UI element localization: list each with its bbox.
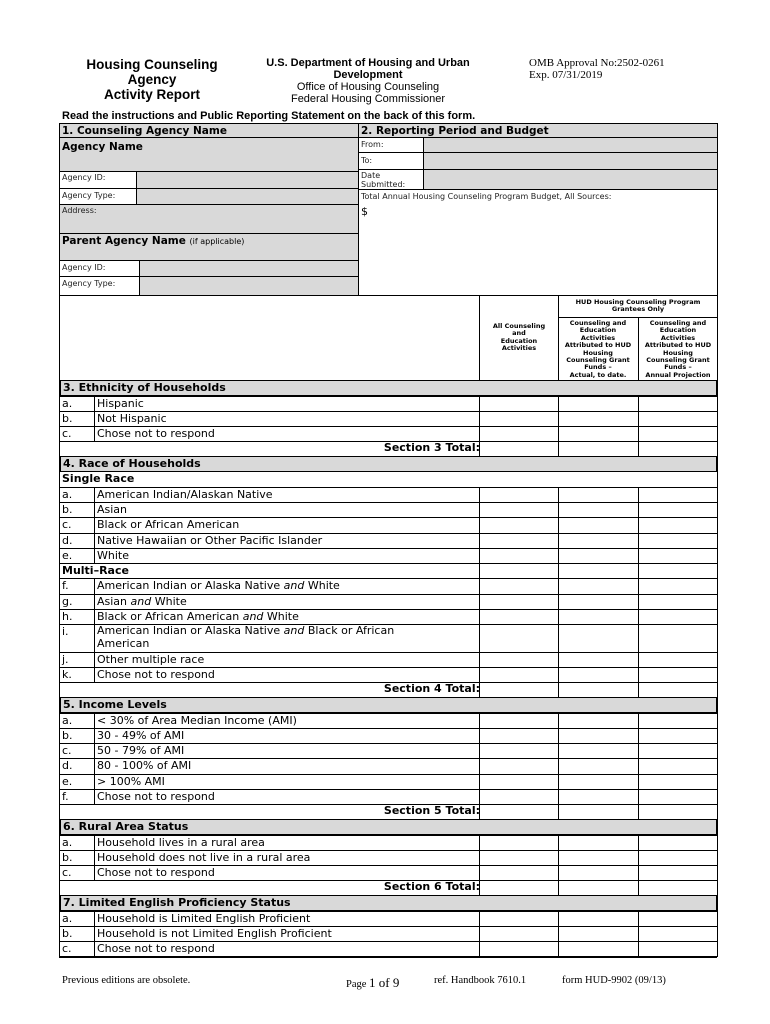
report-title-line3: Activity Report — [103, 87, 201, 102]
row-label: Chose not to respond — [97, 866, 215, 879]
row-label: > 100% AMI — [97, 775, 165, 788]
s4-row-d[interactable] — [60, 533, 717, 548]
proj-line3: Activities — [660, 333, 696, 342]
report-title — [66, 57, 238, 102]
section7-heading: 7. Limited English Proficiency Status — [60, 895, 717, 911]
row-letter: a. — [62, 836, 73, 849]
page-prefix: Page — [346, 979, 370, 990]
section2-heading: 2. Reporting Period and Budget — [361, 125, 549, 137]
row-letter: c. — [62, 942, 72, 955]
row-letter: b. — [62, 729, 73, 742]
date-submitted-line2: Submitted: — [361, 180, 406, 189]
row-letter: i. — [62, 625, 69, 638]
row-label: Household does not live in a rural area — [97, 851, 311, 864]
row-letter: a. — [62, 397, 73, 410]
s4-row-j[interactable] — [60, 652, 717, 667]
s3-row-c[interactable] — [60, 426, 717, 441]
row-letter: f. — [62, 579, 69, 592]
row-divider — [59, 957, 717, 958]
all-activities-line3: Education — [500, 336, 538, 345]
section4-total-label: Section 4 Total: — [383, 682, 480, 695]
row-label — [97, 610, 299, 623]
s5-row-a[interactable] — [60, 713, 717, 728]
footer-page — [346, 975, 399, 991]
proj-line4: Attributed to HUD — [644, 341, 712, 350]
label-part: Black or African American — [97, 610, 243, 623]
s5-row-f[interactable] — [60, 789, 717, 804]
row-letter: d. — [62, 534, 73, 547]
actual-line4: Attributed to HUD — [564, 341, 632, 350]
row-letter: g. — [62, 595, 73, 608]
row-label: Chose not to respond — [97, 790, 215, 803]
actual-line2: Education — [579, 326, 617, 335]
parent-id-label: Agency ID: — [62, 263, 106, 272]
row-letter: b. — [62, 927, 73, 940]
s6-row-c[interactable] — [60, 865, 717, 880]
hud-grantees-heading — [558, 299, 718, 314]
proj-line1: Counseling and — [649, 319, 707, 327]
date-submitted-label — [361, 171, 405, 189]
from-field[interactable] — [423, 137, 718, 153]
section4-heading: 4. Race of Households — [60, 456, 717, 472]
dept-line4: Federal Housing Commissioner — [290, 93, 446, 105]
omb-approval: OMB Approval No:2502-0261 — [529, 57, 665, 69]
date-submitted-field[interactable] — [423, 169, 718, 190]
s5-row-c[interactable] — [60, 743, 717, 758]
to-field[interactable] — [423, 152, 718, 170]
s7-row-b[interactable] — [60, 926, 717, 941]
row-letter: b. — [62, 412, 73, 425]
from-label: From: — [361, 140, 384, 149]
budget-dollar: $ — [361, 205, 368, 218]
s7-row-c[interactable] — [60, 941, 717, 957]
s4-row-i[interactable] — [60, 624, 717, 652]
section6-heading: 6. Rural Area Status — [60, 819, 717, 835]
omb-block — [529, 57, 665, 81]
s4-row-c[interactable] — [60, 517, 717, 533]
row-letter: a. — [62, 714, 73, 727]
section5-total-label: Section 5 Total: — [383, 804, 480, 817]
row-label: Hispanic — [97, 397, 144, 410]
row-letter: b. — [62, 851, 73, 864]
label-and: and — [283, 624, 305, 637]
row-label: Not Hispanic — [97, 412, 167, 425]
parent-agency-label — [62, 235, 244, 248]
label-part: American Indian or Alaska Native — [97, 624, 284, 637]
row-letter: c. — [62, 518, 72, 531]
actual-line6: Counseling Grant — [566, 356, 630, 365]
actual-line3: Activities — [580, 333, 616, 342]
parent-type-label: Agency Type: — [62, 279, 116, 288]
footer-reference: ref. Handbook 7610.1 — [434, 975, 527, 986]
row-label: 50 - 79% of AMI — [97, 744, 185, 757]
row-letter: a. — [62, 488, 73, 501]
agency-type-label: Agency Type: — [62, 191, 116, 200]
omb-expiration: Exp. 07/31/2019 — [529, 69, 603, 81]
proj-line5: Housing — [663, 348, 693, 357]
row-label: Native Hawaiian or Other Pacific Islander — [97, 534, 323, 547]
label-and: and — [283, 579, 305, 592]
proj-line6: Counseling Grant — [646, 356, 710, 365]
all-activities-line1: All Counseling — [492, 322, 546, 330]
section3-heading: 3. Ethnicity of Households — [60, 380, 717, 396]
address-label: Address: — [62, 206, 97, 215]
report-title-line2: Agency — [127, 72, 177, 87]
row-letter: k. — [62, 668, 72, 681]
parent-agency-note: (if applicable) — [189, 237, 245, 246]
row-label: 80 - 100% of AMI — [97, 759, 192, 772]
s4-row-e[interactable] — [60, 548, 717, 563]
instructions-note: Read the instructions and Public Reporting Statement on the back of this form. — [62, 110, 476, 122]
actual-line5: Housing — [583, 348, 613, 357]
row-letter: d. — [62, 759, 73, 772]
row-letter: c. — [62, 744, 72, 757]
label-and: and — [130, 595, 152, 608]
dept-line2: Development — [333, 69, 403, 81]
to-label: To: — [361, 156, 373, 165]
row-label: Chose not to respond — [97, 942, 215, 955]
all-activities-heading — [480, 323, 558, 353]
row-letter: f. — [62, 790, 69, 803]
hud-heading-line1: HUD Housing Counseling Program — [575, 298, 701, 306]
page-number: 1 — [369, 975, 376, 990]
row-divider — [59, 563, 717, 564]
proj-line8: Annual Projection — [645, 370, 711, 379]
parent-agency-name: Parent Agency Name — [62, 235, 186, 247]
attributed-projection-heading — [638, 320, 718, 379]
label-part: Asian — [97, 595, 131, 608]
row-label: Chose not to respond — [97, 427, 215, 440]
row-label: Black or African American — [97, 518, 240, 531]
row-label: American Indian/Alaskan Native — [97, 488, 273, 501]
multi-race-heading: Multi–Race — [62, 564, 129, 577]
s4-row-h[interactable] — [60, 609, 717, 624]
footer-form-number: form HUD-9902 (09/13) — [562, 975, 666, 986]
row-letter: b. — [62, 503, 73, 516]
report-title-line1: Housing Counseling — [86, 57, 218, 72]
s6-row-b[interactable] — [60, 850, 717, 865]
section1-heading: 1. Counseling Agency Name — [62, 125, 227, 137]
actual-line7: Funds – — [584, 363, 612, 372]
row-label: < 30% of Area Median Income (AMI) — [97, 714, 297, 727]
label-part: White — [263, 610, 299, 623]
parent-type-field[interactable] — [139, 276, 359, 296]
s3-row-b[interactable] — [60, 411, 717, 426]
row-label: White — [97, 549, 129, 562]
budget-field[interactable] — [372, 203, 712, 219]
row-letter: a. — [62, 912, 73, 925]
s3-row-a[interactable] — [60, 396, 717, 411]
row-label: Household is not Limited English Proficient — [97, 927, 332, 940]
section6-total-label: Section 6 Total: — [383, 880, 480, 893]
row-label — [97, 625, 477, 650]
label-part: Black or African — [304, 624, 395, 637]
row-label: Other multiple race — [97, 653, 205, 666]
section5-heading: 5. Income Levels — [60, 697, 717, 713]
attributed-actual-heading — [558, 320, 638, 379]
footer-obsolete: Previous editions are obsolete. — [62, 975, 191, 986]
proj-line7: Funds – — [664, 363, 692, 372]
row-label: Chose not to respond — [97, 668, 215, 681]
row-label: Household lives in a rural area — [97, 836, 265, 849]
label-part: American Indian or Alaska Native — [97, 579, 284, 592]
all-activities-line4: Activities — [501, 344, 537, 353]
label-line2: American — [97, 636, 150, 650]
row-label — [97, 595, 187, 608]
s5-row-d[interactable] — [60, 758, 717, 774]
hud-heading-line2: Grantees Only — [611, 305, 665, 314]
s6-row-a[interactable] — [60, 835, 717, 850]
agency-id-field[interactable] — [136, 171, 359, 189]
row-letter: c. — [62, 866, 72, 879]
single-race-heading: Single Race — [62, 472, 135, 485]
s5-row-b[interactable] — [60, 728, 717, 743]
label-part: White — [151, 595, 187, 608]
row-letter: e. — [62, 549, 73, 562]
proj-line2: Education — [659, 326, 697, 335]
agency-type-field[interactable] — [136, 188, 359, 205]
s4-row-g[interactable] — [60, 594, 717, 609]
section3-total-label: Section 3 Total: — [383, 441, 480, 454]
label-and: and — [242, 610, 264, 623]
row-label: Household is Limited English Proficient — [97, 912, 311, 925]
budget-label: Total Annual Housing Counseling Program Budget, All Sources: — [361, 192, 612, 201]
dept-line3: Office of Housing Counseling — [296, 81, 440, 93]
row-letter: e. — [62, 775, 73, 788]
s4-row-a[interactable] — [60, 487, 717, 502]
page-of: of — [375, 975, 393, 990]
row-letter: c. — [62, 427, 72, 440]
date-submitted-line1: Date — [361, 171, 381, 180]
s4-row-b[interactable] — [60, 502, 717, 517]
dept-line1: U.S. Department of Housing and Urban — [266, 57, 470, 69]
row-label — [97, 579, 340, 592]
page-total: 9 — [392, 975, 400, 990]
s4-row-f[interactable] — [60, 578, 717, 594]
department-block — [248, 57, 488, 105]
actual-line8: Actual, to date. — [569, 370, 627, 379]
s7-row-a[interactable] — [60, 911, 717, 926]
agency-name-label: Agency Name — [62, 141, 143, 153]
agency-id-label: Agency ID: — [62, 173, 106, 182]
parent-id-field[interactable] — [139, 260, 359, 277]
row-letter: j. — [62, 653, 69, 666]
row-label: 30 - 49% of AMI — [97, 729, 185, 742]
s5-row-e[interactable] — [60, 774, 717, 789]
row-label: Asian — [97, 503, 128, 516]
all-activities-line2: and — [512, 329, 526, 338]
actual-line1: Counseling and — [569, 319, 627, 327]
address-field[interactable] — [59, 204, 359, 234]
s4-row-k[interactable] — [60, 667, 717, 682]
label-part: White — [304, 579, 340, 592]
row-letter: h. — [62, 610, 73, 623]
